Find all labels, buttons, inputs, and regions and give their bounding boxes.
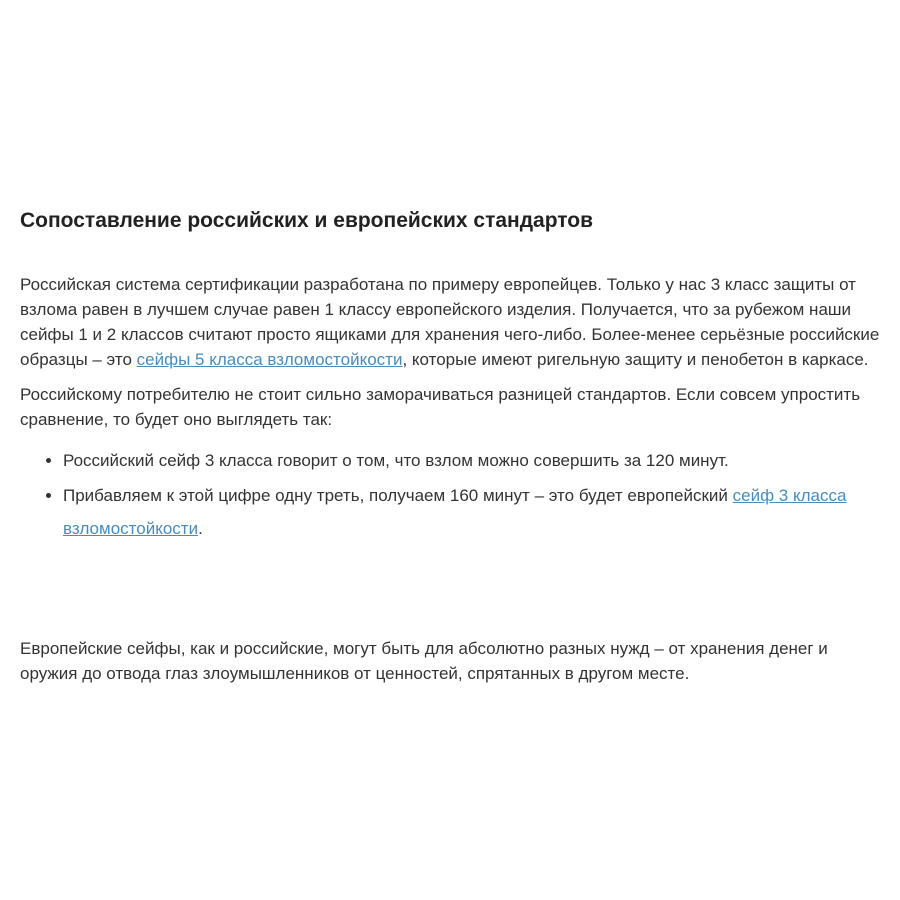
paragraph-simplified-comparison: Российскому потребителю не стоит сильно заморачиваться разницей стандартов. Если совсем упростить сравнение, то будет оно выглядеть так:: [20, 385, 861, 430]
list-item-russian-safe: • Российский сейф 3 класса говорит о том, что взлом можно совершить за 120 минут.: [63, 444, 880, 477]
bullet-text-after-link: .: [198, 519, 203, 539]
paragraph-certification-intro: [20, 272, 880, 372]
link-safes-class-5[interactable]: сейфы 5 класса взломостойкости: [136, 350, 403, 370]
list-item-european-safe: [63, 479, 880, 545]
intro-text-before-link: Российская система сертификации разработана по примеру европейцев. Только у нас 3 класс защиты от взлома равен в лучшем случае равен 1 классу европейского изделия. Получается, что за рубежом наши сейфы 1 и 2 классов считают просто ящиками для хранения чего-либо. Более-менее серьёзные российские образцы – это: [20, 275, 880, 370]
bullet-text-before-link: Прибавляем к этой цифре одну треть, получаем 160 минут – это будет европейский: [63, 486, 733, 506]
comparison-list: [20, 444, 880, 545]
article-title: Сопоставление российских и европейских стандартов: [20, 209, 594, 232]
intro-text-after-link: , которые имеют ригельную защиту и пенобетон в каркасе.: [402, 350, 869, 370]
link-safe-class-3[interactable]: сейф 3 класса взломостойкости: [63, 486, 847, 539]
article-content: [20, 208, 880, 686]
paragraph-conclusion: Европейские сейфы, как и российские, могут быть для абсолютно разных нужд – от хранения денег и оружия до отвода глаз злоумышленников от ценностей, спрятанных в другом месте.: [20, 639, 828, 684]
